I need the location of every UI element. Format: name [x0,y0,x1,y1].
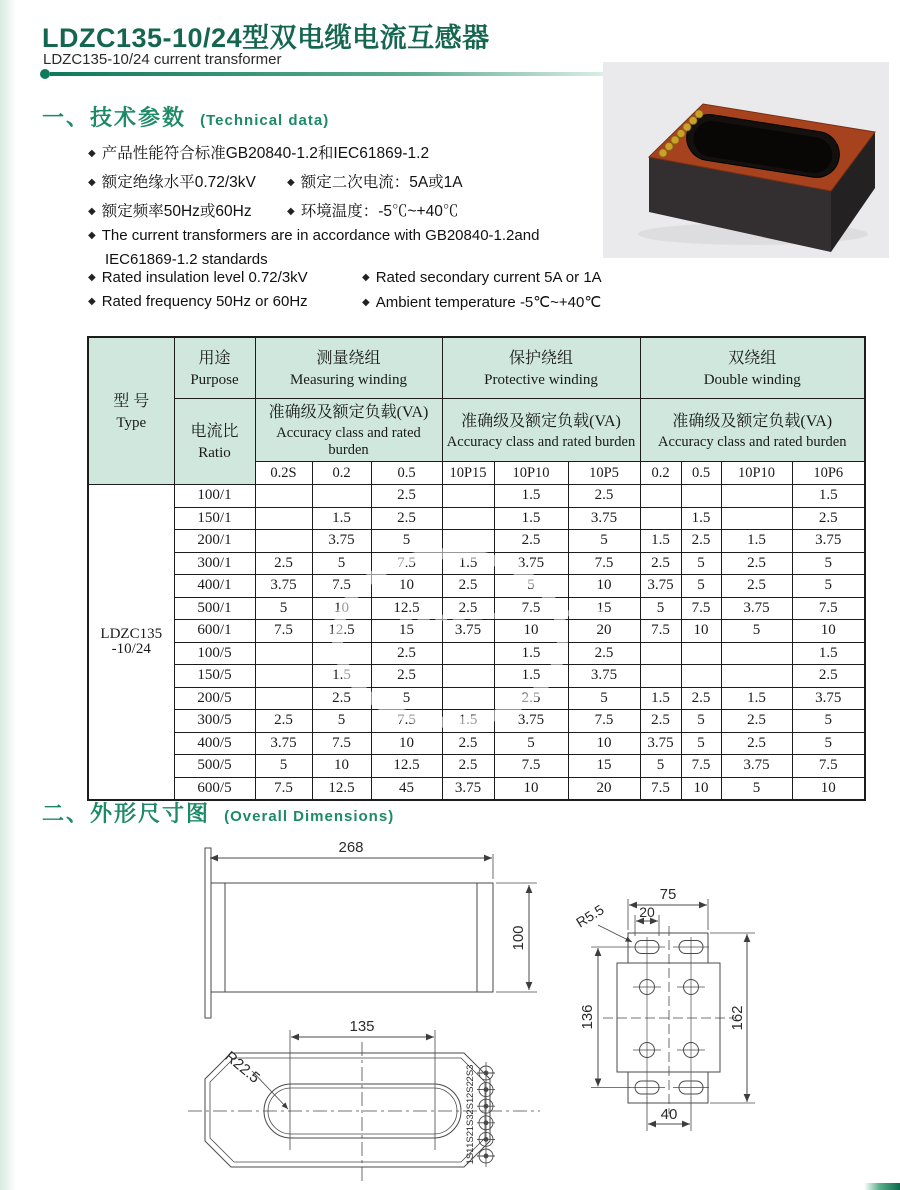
value-cell: 2.5 [371,665,442,688]
value-cell: 7.5 [494,755,568,778]
value-cell: 15 [568,755,640,778]
value-cell: 5 [568,530,640,553]
value-cell: 10 [792,620,865,643]
ratio-cell: 500/5 [174,755,255,778]
product-photo [603,62,889,258]
value-cell: 1.5 [442,552,494,575]
diamond-icon: ◆ [88,230,96,241]
value-cell: 2.5 [371,507,442,530]
value-cell: 5 [792,575,865,598]
diamond-icon: ◆ [362,272,370,283]
value-cell: 5 [312,710,371,733]
diamond-icon: ◆ [362,297,370,308]
type-value-cell: LDZC135 -10/24 [88,485,174,801]
sub-header-measuring: 准确级及额定负载(VA) Accuracy class and rated burden [255,399,442,462]
bullet-insulation-en: ◆ Rated insulation level 0.72/3kV [88,269,308,286]
value-cell: 3.75 [721,755,792,778]
class-header: 10P15 [442,462,494,485]
value-cell: 10 [568,732,640,755]
class-header: 10P10 [721,462,792,485]
value-cell: 5 [494,575,568,598]
diamond-icon: ◆ [88,177,96,188]
value-cell: 7.5 [640,777,681,800]
value-cell: 10 [312,755,371,778]
sub-header-protective: 准确级及额定负载(VA) Accuracy class and rated burden [442,399,640,462]
value-cell [721,485,792,508]
value-cell: 10 [681,620,721,643]
value-cell: 7.5 [371,552,442,575]
value-cell [442,687,494,710]
ratio-cell: 100/5 [174,642,255,665]
group-header-protective: 保护绕组 Protective winding [442,337,640,399]
value-cell: 3.75 [640,575,681,598]
value-cell: 12.5 [312,620,371,643]
value-cell: 5 [255,597,312,620]
value-cell: 1.5 [640,687,681,710]
product-photo-illustration [603,62,889,258]
value-cell: 7.5 [494,597,568,620]
value-cell: 1.5 [312,507,371,530]
value-cell: 10 [494,777,568,800]
ratio-cell: 500/1 [174,597,255,620]
dim-162: 162 [729,1005,746,1031]
value-cell: 1.5 [494,485,568,508]
diamond-icon: ◆ [88,296,96,307]
section1-heading-zh: 一、技术参数 [42,105,187,130]
value-cell [255,665,312,688]
value-cell: 2.5 [721,710,792,733]
value-cell: 10 [792,777,865,800]
value-cell: 5 [640,755,681,778]
dim-75: 75 [659,886,677,903]
ratio-cell: 200/5 [174,687,255,710]
table-row [88,687,865,710]
value-cell: 7.5 [568,710,640,733]
value-cell: 12.5 [371,755,442,778]
value-cell: 3.75 [568,665,640,688]
value-cell: 15 [371,620,442,643]
col-header-type: 型 号 Type [88,337,174,485]
page-subtitle: LDZC135-10/24 current transformer [43,51,282,68]
value-cell [255,642,312,665]
value-cell: 3.75 [442,620,494,643]
value-cell: 3.75 [494,552,568,575]
value-cell: 3.75 [494,710,568,733]
value-cell: 5 [681,710,721,733]
table-row [88,665,865,688]
value-cell [681,665,721,688]
col-header-purpose: 用途 Purpose [174,337,255,399]
bullet-standard-en-2: IEC61869-1.2 standards [105,251,268,268]
terminal-labels [465,1065,476,1165]
value-cell: 2.5 [371,642,442,665]
value-cell: 3.75 [255,732,312,755]
bullet-frequency-zh: ◆ 额定频率50Hz或60Hz [88,203,252,220]
dim-268: 268 [338,839,364,856]
value-cell: 5 [792,710,865,733]
svg-text:1S1: 1S1 [465,1147,476,1165]
value-cell: 3.75 [255,575,312,598]
table-row [88,620,865,643]
value-cell [255,485,312,508]
value-cell: 7.5 [681,597,721,620]
value-cell: 3.75 [568,507,640,530]
section2-heading-zh: 二、外形尺寸图 [42,801,211,826]
group-header-double: 双绕组 Double winding [640,337,865,399]
bullet-standard: ◆ 产品性能符合标准GB20840-1.2和IEC61869-1.2 [88,145,430,162]
value-cell: 10 [568,575,640,598]
value-cell: 1.5 [640,530,681,553]
bullet-ambient-zh: ◆ 环境温度：-5℃~+40℃ [287,203,459,220]
value-cell: 2.5 [442,597,494,620]
value-cell: 3.75 [640,732,681,755]
value-cell: 2.5 [442,755,494,778]
value-cell: 1.5 [312,665,371,688]
value-cell: 5 [681,732,721,755]
value-cell: 2.5 [442,575,494,598]
ratio-cell: 200/1 [174,530,255,553]
value-cell [255,507,312,530]
title-divider-dot [40,69,50,79]
value-cell: 2.5 [640,710,681,733]
value-cell [640,507,681,530]
value-cell: 2.5 [681,530,721,553]
value-cell [640,665,681,688]
value-cell: 2.5 [681,687,721,710]
value-cell: 2.5 [568,485,640,508]
value-cell: 10 [312,597,371,620]
value-cell: 7.5 [312,732,371,755]
value-cell: 5 [681,552,721,575]
value-cell: 3.75 [721,597,792,620]
side-view [205,848,537,1018]
value-cell: 5 [255,755,312,778]
value-cell: 1.5 [494,507,568,530]
table-row [88,755,865,778]
value-cell: 1.5 [494,665,568,688]
class-header: 0.5 [681,462,721,485]
value-cell: 2.5 [442,732,494,755]
bullet-secondary-zh: ◆ 额定二次电流：5A或1A [287,174,463,191]
value-cell: 2.5 [255,552,312,575]
value-cell: 1.5 [681,507,721,530]
dim-135: 135 [349,1018,375,1035]
class-header: 10P10 [494,462,568,485]
value-cell [721,507,792,530]
bullet-insulation-zh: ◆ 额定绝缘水平0.72/3kV [88,174,256,191]
value-cell: 15 [568,597,640,620]
value-cell: 2.5 [721,552,792,575]
svg-text:1S2: 1S2 [465,1130,476,1148]
table-row [88,710,865,733]
value-cell: 5 [568,687,640,710]
dim-136: 136 [579,1004,596,1030]
dim-100: 100 [510,925,527,951]
value-cell: 1.5 [721,687,792,710]
class-header: 10P6 [792,462,865,485]
svg-text:2S1: 2S1 [465,1097,476,1115]
table-row [88,642,865,665]
table-row [88,507,865,530]
svg-text:2S3: 2S3 [465,1064,476,1082]
table-row [88,485,865,508]
value-cell: 3.75 [442,777,494,800]
value-cell: 20 [568,777,640,800]
value-cell [442,642,494,665]
value-cell: 7.5 [792,597,865,620]
value-cell: 5 [312,552,371,575]
value-cell: 20 [568,620,640,643]
value-cell: 12.5 [312,777,371,800]
value-cell: 5 [721,777,792,800]
section2-heading-en: (Overall Dimensions) [224,808,395,825]
diamond-icon: ◆ [88,148,96,159]
value-cell: 1.5 [792,485,865,508]
table-body [88,485,865,801]
table-row [88,575,865,598]
value-cell [442,507,494,530]
spec-table [87,336,866,801]
page-title: LDZC135-10/24型双电缆电流互感器 [42,23,490,53]
title-divider [50,72,658,76]
value-cell [721,665,792,688]
value-cell: 1.5 [442,710,494,733]
value-cell: 2.5 [255,710,312,733]
value-cell: 5 [792,552,865,575]
dim-40: 40 [660,1106,678,1123]
value-cell: 7.5 [255,777,312,800]
sub-header-double: 准确级及额定负载(VA) Accuracy class and rated burden [640,399,865,462]
value-cell: 10 [371,732,442,755]
dimension-drawings [0,830,900,1190]
value-cell: 5 [792,732,865,755]
value-cell: 2.5 [721,575,792,598]
value-cell [681,642,721,665]
value-cell [442,530,494,553]
bullet-ambient-en: ◆ Ambient temperature -5℃~+40℃ [362,294,602,311]
section1-heading-en: (Technical data) [200,112,330,129]
value-cell: 7.5 [640,620,681,643]
value-cell: 7.5 [568,552,640,575]
value-cell: 1.5 [494,642,568,665]
value-cell: 10 [494,620,568,643]
value-cell: 5 [721,620,792,643]
ratio-cell: 300/1 [174,552,255,575]
value-cell [312,642,371,665]
table-row [88,530,865,553]
dim-20: 20 [639,904,655,920]
dim-r5-5: R5.5 [573,901,607,931]
bullet-frequency-en: ◆ Rated frequency 50Hz or 60Hz [88,293,308,310]
value-cell: 2.5 [721,732,792,755]
class-header: 0.5 [371,462,442,485]
value-cell [442,665,494,688]
value-cell: 10 [681,777,721,800]
section1-heading [42,101,329,132]
value-cell [721,642,792,665]
value-cell [681,485,721,508]
value-cell: 2.5 [568,642,640,665]
bottom-view [188,1030,540,1182]
value-cell [255,530,312,553]
ratio-cell: 150/5 [174,665,255,688]
value-cell: 2.5 [494,530,568,553]
class-header: 10P5 [568,462,640,485]
value-cell: 7.5 [792,755,865,778]
ratio-cell: 400/5 [174,732,255,755]
value-cell: 7.5 [255,620,312,643]
col-header-ratio: 电流比 Ratio [174,399,255,485]
value-cell: 1.5 [721,530,792,553]
value-cell: 7.5 [371,710,442,733]
value-cell [442,485,494,508]
value-cell [312,485,371,508]
table-row [88,732,865,755]
value-cell: 5 [681,575,721,598]
svg-text:2S2: 2S2 [465,1081,476,1099]
class-header: 0.2 [312,462,371,485]
diamond-icon: ◆ [287,177,295,188]
class-header: 0.2 [640,462,681,485]
ratio-cell: 400/1 [174,575,255,598]
value-cell: 2.5 [792,665,865,688]
bullet-standard-en: ◆ The current transformers are in accordance with GB20840-1.2and [88,227,540,244]
diamond-icon: ◆ [88,272,96,283]
value-cell [640,485,681,508]
ratio-cell: 300/5 [174,710,255,733]
value-cell: 2.5 [792,507,865,530]
value-cell: 3.75 [792,530,865,553]
value-cell: 2.5 [312,687,371,710]
section2-heading [42,797,394,828]
table-row [88,552,865,575]
value-cell: 12.5 [371,597,442,620]
value-cell: 45 [371,777,442,800]
bullet-secondary-en: ◆ Rated secondary current 5A or 1A [362,269,602,286]
value-cell: 5 [640,597,681,620]
value-cell: 7.5 [312,575,371,598]
value-cell: 1.5 [792,642,865,665]
ratio-cell: 150/1 [174,507,255,530]
value-cell: 2.5 [640,552,681,575]
class-header: 0.2S [255,462,312,485]
value-cell: 3.75 [312,530,371,553]
value-cell: 10 [371,575,442,598]
table-row [88,597,865,620]
value-cell: 5 [371,530,442,553]
value-cell [640,642,681,665]
value-cell: 2.5 [494,687,568,710]
diamond-icon: ◆ [88,206,96,217]
svg-text:1S3: 1S3 [465,1114,476,1132]
group-header-measuring: 测量绕组 Measuring winding [255,337,442,399]
value-cell: 7.5 [681,755,721,778]
diamond-icon: ◆ [287,206,295,217]
value-cell [255,687,312,710]
value-cell: 5 [494,732,568,755]
ratio-cell: 600/1 [174,620,255,643]
value-cell: 5 [371,687,442,710]
value-cell: 2.5 [371,485,442,508]
dim-r22-5: R22.5 [221,1048,264,1087]
value-cell: 3.75 [792,687,865,710]
ratio-cell: 600/5 [174,777,255,800]
ratio-cell: 100/1 [174,485,255,508]
